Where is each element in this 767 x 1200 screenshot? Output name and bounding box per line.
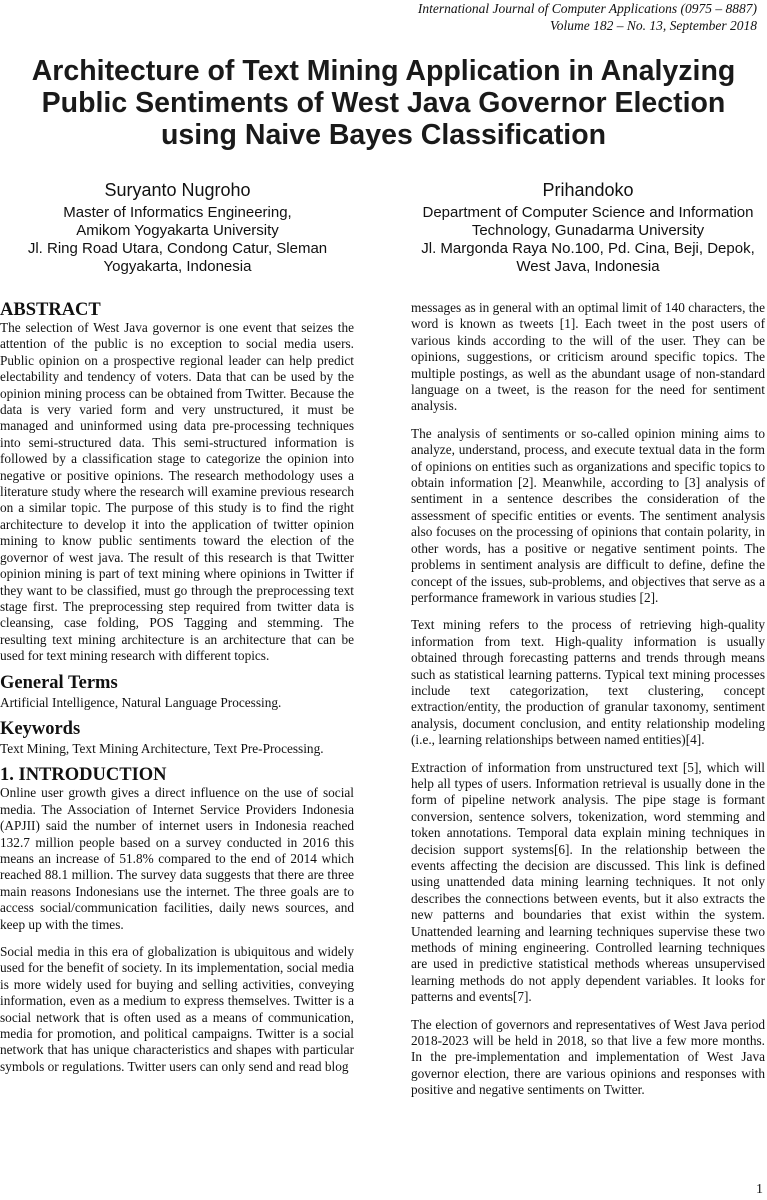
author-affiliation-line: Amikom Yogyakarta University — [76, 222, 279, 239]
author-block-2 — [410, 180, 766, 276]
keywords-heading: Keywords — [0, 718, 81, 739]
journal-volume: Volume 182 – No. 13, September 2018 — [550, 18, 757, 33]
author-affiliation-line: Master of Informatics Engineering, — [63, 204, 292, 221]
intro-paragraph-5: Text mining refers to the process of retrieving high-quality information from text. High-quality information is usually obtained through forecasting patterns and trends through means such as statistical learning patterns. Typical text mining processes include text categorization, text clustering, concept extraction/entity, the production of granular taxonomy, sentiment analysis, document conclusion, and entity relationship modeling (i.e., learning relationships between named entities)[4]. — [411, 617, 765, 748]
journal-name: International Journal of Computer Applications (0975 – 8887) — [417, 1, 757, 16]
left-column — [0, 300, 354, 1075]
keywords-text: Text Mining, Text Mining Architecture, Text Pre-Processing. — [0, 740, 324, 756]
abstract-heading: ABSTRACT — [0, 300, 101, 320]
author-affiliation-line: Yogyakarta, Indonesia — [103, 258, 252, 275]
author-block-1 — [0, 180, 355, 276]
general-terms-heading: General Terms — [0, 672, 118, 693]
paper-title: Architecture of Text Mining Application in Analyzing Public Sentiments of West Java Governor Election using Naive Bayes Classification — [31, 55, 736, 151]
author-affiliation-line: Jl. Ring Road Utara, Condong Catur, Sleman — [27, 240, 328, 257]
author-affiliation-line: Technology, Gunadarma University — [471, 222, 705, 239]
author-name: Suryanto Nugroho — [104, 180, 251, 200]
author-affiliation-line: Jl. Margonda Raya No.100, Pd. Cina, Beji, Depok, — [421, 240, 755, 257]
page-number: 1 — [756, 1182, 763, 1197]
author-affiliation-line: Department of Computer Science and Information — [422, 204, 754, 221]
intro-paragraph-3: messages as in general with an optimal limit of 140 characters, the word is known as tweets [1]. Each tweet in the post users of various kinds according to the will of the user. They can be opinions, suggestions, or criticism around specific topics. The multiple postings, as well as the abundant usage of non-standard language on a tweet, is the reason for the need for sentiment analysis. — [411, 300, 765, 414]
intro-paragraph-1: Online user growth gives a direct influence on the use of social media. The Association of Internet Service Providers Indonesia (APJII) said the number of internet users in Indonesia reached 132.7 million people based on a survey conducted in 2016 this means an increase of 51.8% compared to the end of 2014 which reached 88.1 million. The survey data suggests that there are three main reasons Indonesians use the internet. The three goals are to access social/communication facilities, daily news sources, and keep up with the times. — [0, 785, 354, 932]
running-header — [418, 0, 757, 34]
author-affiliation-line: West Java, Indonesia — [516, 258, 660, 275]
author-name: Prihandoko — [542, 180, 634, 200]
introduction-heading: 1. INTRODUCTION — [0, 765, 167, 786]
right-column — [411, 300, 765, 1099]
intro-paragraph-4: The analysis of sentiments or so-called opinion mining aims to analyze, understand, process, and execute textual data in the form of opinions on entities such as organizations and specific topics to obtain information [2]. Meanwhile, according to [3] analysis of sentiment in a sentence describes the consideration of the assessment of specific entities or events. The sentiment analysis also focuses on the processing of opinions that contain polarity, in other words, has a positive or negative sentiment points. The problems in sentiment analysis are difficult to define, define the concept of the issues, sub-problems, and objectives that serve as a performance framework in various studies [2]. — [411, 425, 765, 605]
intro-paragraph-2: Social media in this era of globalization is ubiquitous and widely used for the benefit of society. In its implementation, social media is more widely used for buying and selling activities, conveying information, even as a medium to express themselves. Twitter is a social network that is often used as a means of communication, media for promotion, and political campaigns. Twitter is a social network that has unique characteristics and shapes with particular symbols or regulations. Twitter users can only send and read blog — [0, 944, 354, 1074]
general-terms-text: Artificial Intelligence, Natural Language Processing. — [0, 694, 282, 710]
intro-paragraph-7: The election of governors and representatives of West Java period 2018-2023 will be held in 2018, so that live a few more months. In the pre-implementation and implementation of West Java governor election, there are various opinions and responses with positive and negative sentiments on Twitter. — [411, 1016, 765, 1098]
intro-paragraph-6: Extraction of information from unstructured text [5], which will help all types of users. Information retrieval is usually done in the form of pipeline network analysis. The pipe stage is formant conversion, sentence solvers, tokenization, word stemming and token annotations. Temporal data explain mining techniques in decision support systems[6]. In the relationship between the events affecting the decision are discussed. This link is defined using unattended data mining learning techniques. It not only describes the connections between events, but it also extracts the new patterns and boundaries that exist within the system. Unattended learning and learning techniques supervise these two methods of mining engineering. Controlled learning techniques are used in predictive statistical methods whereas unsupervised learning methods do not apply dependent variables. It looks for patterns and events[7]. — [411, 759, 765, 1005]
abstract-text: The selection of West Java governor is one event that seizes the attention of the public is no exception to social media users. Public opinion on a prospective regional leader can help predict electability and tendency of voters. Data that can be used by the opinion mining process can be obtained from Twitter. Because the data is very varied form and very unstructured, it must be managed and uninformed using data pre-processing techniques into semi-structured data. This semi-structured information is followed by a classification stage to categorize the opinion into negative or positive opinions. The research methodology uses a literature study where the research will examine previous research on a similar topic. The purpose of this study is to find the right architecture to develop it into the application of twitter opinion mining to know public sentiments toward the election of the governor of west java. The result of this research is that Twitter opinion mining is part of text mining where opinions in Twitter if they want to be classified, must go through the preprocessing text stage first. The preprocessing step required from twitter data is cleansing, case folding, POS Tagging and stemming. The resulting text mining architecture is an architecture that can be used for text mining research with different topics. — [0, 320, 354, 664]
